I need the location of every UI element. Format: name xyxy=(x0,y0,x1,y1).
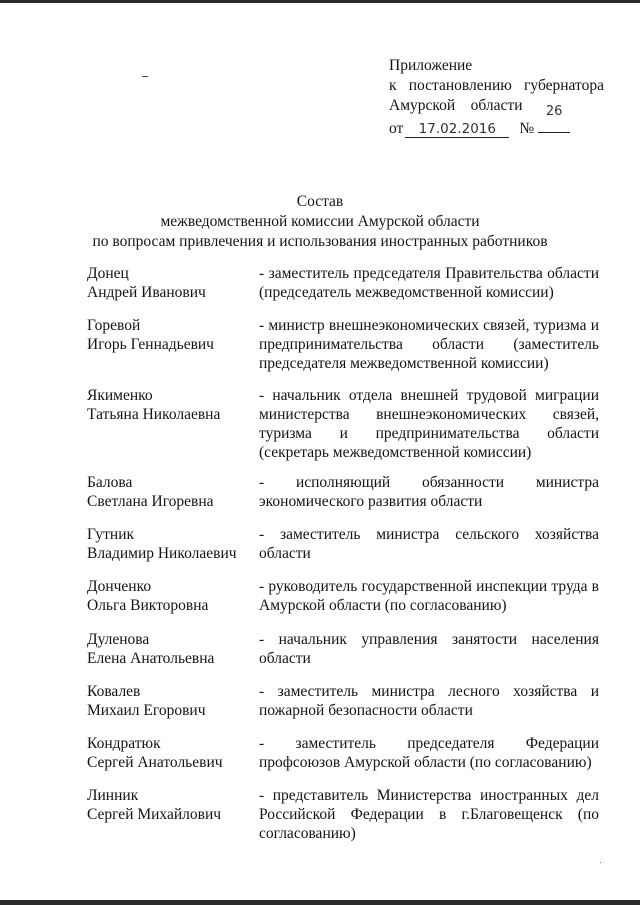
ref-prefix: от xyxy=(389,120,404,137)
appendix-region-line xyxy=(389,96,604,116)
member-name xyxy=(87,577,259,615)
member-role: - руководитель государственной инспекции труда в Амурской области (по согласованию) xyxy=(259,578,599,614)
member-name xyxy=(87,682,259,720)
member-surname: Горевой xyxy=(87,317,141,334)
member-entry xyxy=(87,473,599,511)
member-role: - исполняющий обязанности министра экономического развития области xyxy=(259,474,599,510)
member-name xyxy=(87,734,259,772)
member-entry xyxy=(87,316,599,373)
member-entry xyxy=(87,734,599,772)
member-role: - представитель Министерства иностранных дел Российской Федерации в г.Благовещенск (по согласованию) xyxy=(259,787,599,842)
appendix-word: постановлению xyxy=(408,77,512,94)
member-role: - министр внешнеэкономических связей, туризма и предпринимательства области (заместитель председателя межведомственной комиссии) xyxy=(259,317,599,372)
member-surname: Линник xyxy=(87,787,139,804)
scan-speck xyxy=(600,862,601,863)
scan-speck xyxy=(142,76,148,77)
member-entry xyxy=(87,786,599,843)
member-role: - заместитель председателя Федерации профсоюзов Амурской области (по согласованию) xyxy=(259,735,599,771)
member-given-names: Светлана Игоревна xyxy=(87,493,214,510)
member-name xyxy=(87,386,259,462)
member-role: - заместитель министра сельского хозяйства области xyxy=(259,526,599,562)
member-name xyxy=(87,264,259,302)
appendix-resolution-line xyxy=(389,76,604,96)
scan-top-edge xyxy=(0,0,640,3)
member-surname: Дуленова xyxy=(87,631,150,648)
member-role: - заместитель министра лесного хозяйства и пожарной безопасности области xyxy=(259,683,599,719)
member-entry xyxy=(87,682,599,720)
member-entry xyxy=(87,386,599,462)
appendix-word: губернатора xyxy=(524,77,604,94)
member-entry xyxy=(87,577,599,615)
member-surname: Донченко xyxy=(87,578,152,595)
member-role: - заместитель председателя Правительства области (председатель межведомственной комиссии) xyxy=(259,265,599,301)
title-line: по вопросам привлечения и использования иностранных работников xyxy=(92,233,548,250)
member-name xyxy=(87,630,259,668)
member-given-names: Татьяна Николаевна xyxy=(87,406,221,423)
scan-bottom-edge xyxy=(0,900,640,905)
member-entry xyxy=(87,525,599,563)
member-given-names: Сергей Михайлович xyxy=(87,806,222,823)
ref-number-handwritten: 26 xyxy=(545,104,563,119)
member-name xyxy=(87,316,259,373)
appendix-heading: Приложение xyxy=(389,57,473,74)
member-given-names: Андрей Иванович xyxy=(87,284,206,301)
member-given-names: Ольга Викторовна xyxy=(87,597,209,614)
member-surname: Балова xyxy=(87,474,133,491)
member-name xyxy=(87,525,259,563)
appendix-block xyxy=(389,56,604,139)
member-given-names: Игорь Геннадьевич xyxy=(87,336,214,353)
member-given-names: Елена Анатольевна xyxy=(87,650,215,667)
member-given-names: Владимир Николаевич xyxy=(87,545,237,562)
appendix-word: области xyxy=(470,97,523,114)
member-entry xyxy=(87,630,599,668)
member-role: - начальник управления занятости населения области xyxy=(259,631,599,667)
member-surname: Донец xyxy=(87,265,129,282)
member-surname: Якименко xyxy=(87,387,153,404)
title-line: межведомственной комиссии Амурской области xyxy=(160,213,480,230)
title-line: Состав xyxy=(296,193,344,210)
member-role: - начальник отдела внешней трудовой миграции министерства внешнеэкономических связей, туризма и предпринимательства области (секретарь межведомственной комиссии) xyxy=(259,387,599,461)
member-surname: Гутник xyxy=(87,526,135,543)
appendix-word: к xyxy=(389,77,397,94)
ref-number-label: № xyxy=(519,120,535,137)
member-name xyxy=(87,473,259,511)
member-surname: Ковалев xyxy=(87,683,141,700)
member-given-names: Сергей Анатольевич xyxy=(87,754,223,771)
member-entry xyxy=(87,264,599,302)
ref-date-handwritten: 17.02.2016 xyxy=(405,121,509,138)
ref-number-field xyxy=(538,104,570,133)
member-surname: Кондратюк xyxy=(87,735,161,752)
appendix-word: Амурской xyxy=(389,97,456,114)
member-given-names: Михаил Егорович xyxy=(87,702,206,719)
member-name xyxy=(87,786,259,843)
document-title xyxy=(0,192,640,252)
